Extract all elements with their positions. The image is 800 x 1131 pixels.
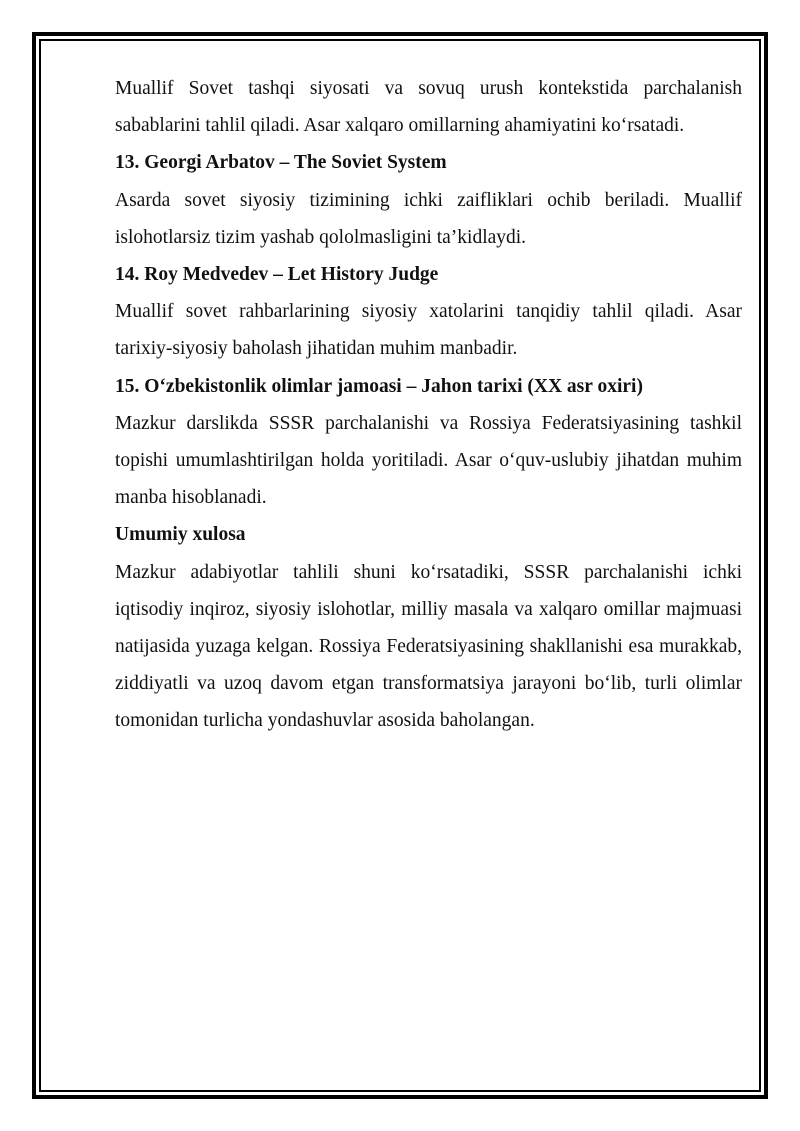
section-paragraph-13: Asarda sovet siyosiy tizimining ichki zaifliklari ochib beriladi. Muallif islohotlarsiz tizim yashab qololmasligini ta’kidlaydi. (115, 189, 742, 248)
conclusion-paragraph: Mazkur adabiyotlar tahlili shuni koʻrsatadiki, SSSR parchalanishi ichki iqtisodiy inqiroz, siyosiy islohotlar, milliy masala va xalqaro omillar majmuasi natijasida yuzaga kelgan. Rossiya Federatsiyasining shakllanishi esa murakkab, ziddiyatli va uzoq davom etgan transformatsiya jarayoni boʻlib, turli olimlar tomonidan turlicha yondashuvlar asosida baholangan. (115, 561, 742, 732)
section-heading-15: 15. Oʻzbekistonlik olimlar jamoasi – Jahon tarixi (XX asr oxiri) (115, 375, 643, 397)
section-paragraph-15: Mazkur darslikda SSSR parchalanishi va Rossiya Federatsiyasining tashkil topishi umumlashtirilgan holda yoritiladi. Asar oʻquv-uslubiy jihatdan muhim manba hisoblanadi. (115, 412, 742, 509)
document-body (115, 70, 742, 740)
section-heading-13: 13. Georgi Arbatov – The Soviet System (115, 152, 447, 174)
section-heading-14: 14. Roy Medvedev – Let History Judge (115, 264, 439, 286)
intro-paragraph: Muallif Sovet tashqi siyosati va sovuq urush kontekstida parchalanish sabablarini tahlil qiladi. Asar xalqaro omillarning ahamiyatini koʻrsatadi. (115, 78, 742, 137)
conclusion-heading: Umumiy xulosa (115, 524, 246, 546)
section-paragraph-14: Muallif sovet rahbarlarining siyosiy xatolarini tanqidiy tahlil qiladi. Asar tarixiy-siyosiy baholash jihatidan muhim manbadir. (115, 301, 742, 360)
